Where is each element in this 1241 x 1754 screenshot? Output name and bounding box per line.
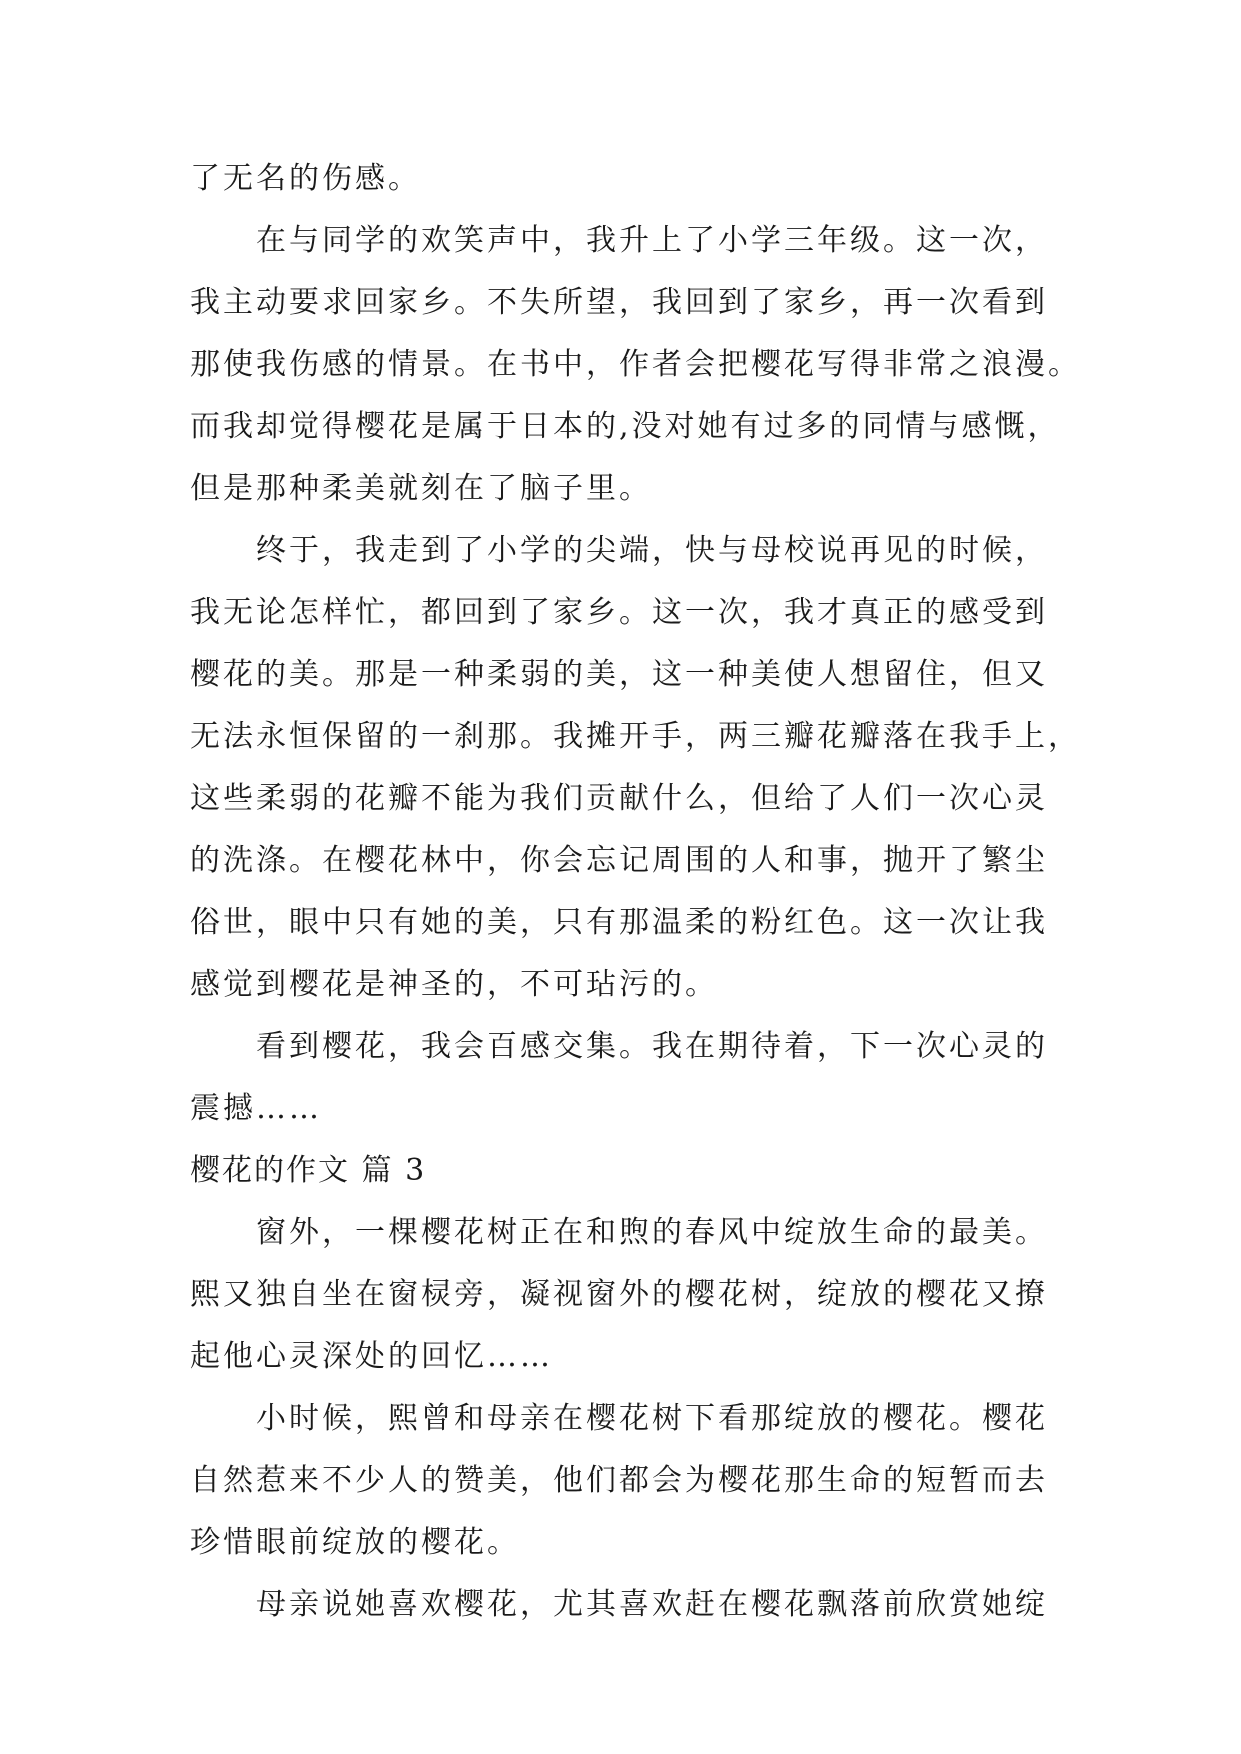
section-heading: 樱花的作文 篇 3 [190,1153,427,1188]
text-line: 樱花的美。那是一种柔弱的美，这一种美使人想留住，但又 [190,657,1048,692]
text-line: 珍惜眼前绽放的樱花。 [190,1525,520,1560]
text-line: 起他心灵深处的回忆…… [190,1339,553,1374]
text-line: 感觉到樱花是神圣的，不可玷污的。 [190,967,718,1002]
text-line: 的洗涤。在樱花林中，你会忘记周围的人和事，抛开了繁尘 [190,843,1048,878]
document-body [190,148,1081,1636]
text-line: 无法永恒保留的一刹那。我摊开手，两三瓣花瓣落在我手上， [190,719,1081,754]
text-line: 但是那种柔美就刻在了脑子里。 [190,471,652,506]
text-line: 而我却觉得樱花是属于日本的,没对她有过多的同情与感慨， [190,409,1061,444]
text-line: 自然惹来不少人的赞美，他们都会为樱花那生命的短暂而去 [190,1463,1048,1498]
text-line: 我无论怎样忙，都回到了家乡。这一次，我才真正的感受到 [190,595,1048,630]
text-line: 熙又独自坐在窗棂旁，凝视窗外的樱花树，绽放的樱花又撩 [190,1277,1048,1312]
text-line: 终于，我走到了小学的尖端，快与母校说再见的时候， [256,533,1048,568]
text-line: 这些柔弱的花瓣不能为我们贡献什么，但给了人们一次心灵 [190,781,1048,816]
text-line: 看到樱花，我会百感交集。我在期待着，下一次心灵的 [256,1029,1048,1064]
text-line: 俗世，眼中只有她的美，只有那温柔的粉红色。这一次让我 [190,905,1048,940]
text-line: 母亲说她喜欢樱花，尤其喜欢赶在樱花飘落前欣赏她绽 [256,1587,1048,1622]
text-line: 震撼…… [190,1091,322,1126]
text-line: 窗外，一棵樱花树正在和煦的春风中绽放生命的最美。 [256,1215,1048,1250]
text-line: 了无名的伤感。 [190,161,421,196]
text-line: 小时候，熙曾和母亲在樱花树下看那绽放的樱花。樱花 [256,1401,1048,1436]
text-line: 我主动要求回家乡。不失所望，我回到了家乡，再一次看到 [190,285,1048,320]
text-line: 那使我伤感的情景。在书中，作者会把樱花写得非常之浪漫。 [190,347,1081,382]
text-line: 在与同学的欢笑声中，我升上了小学三年级。这一次， [256,223,1048,258]
